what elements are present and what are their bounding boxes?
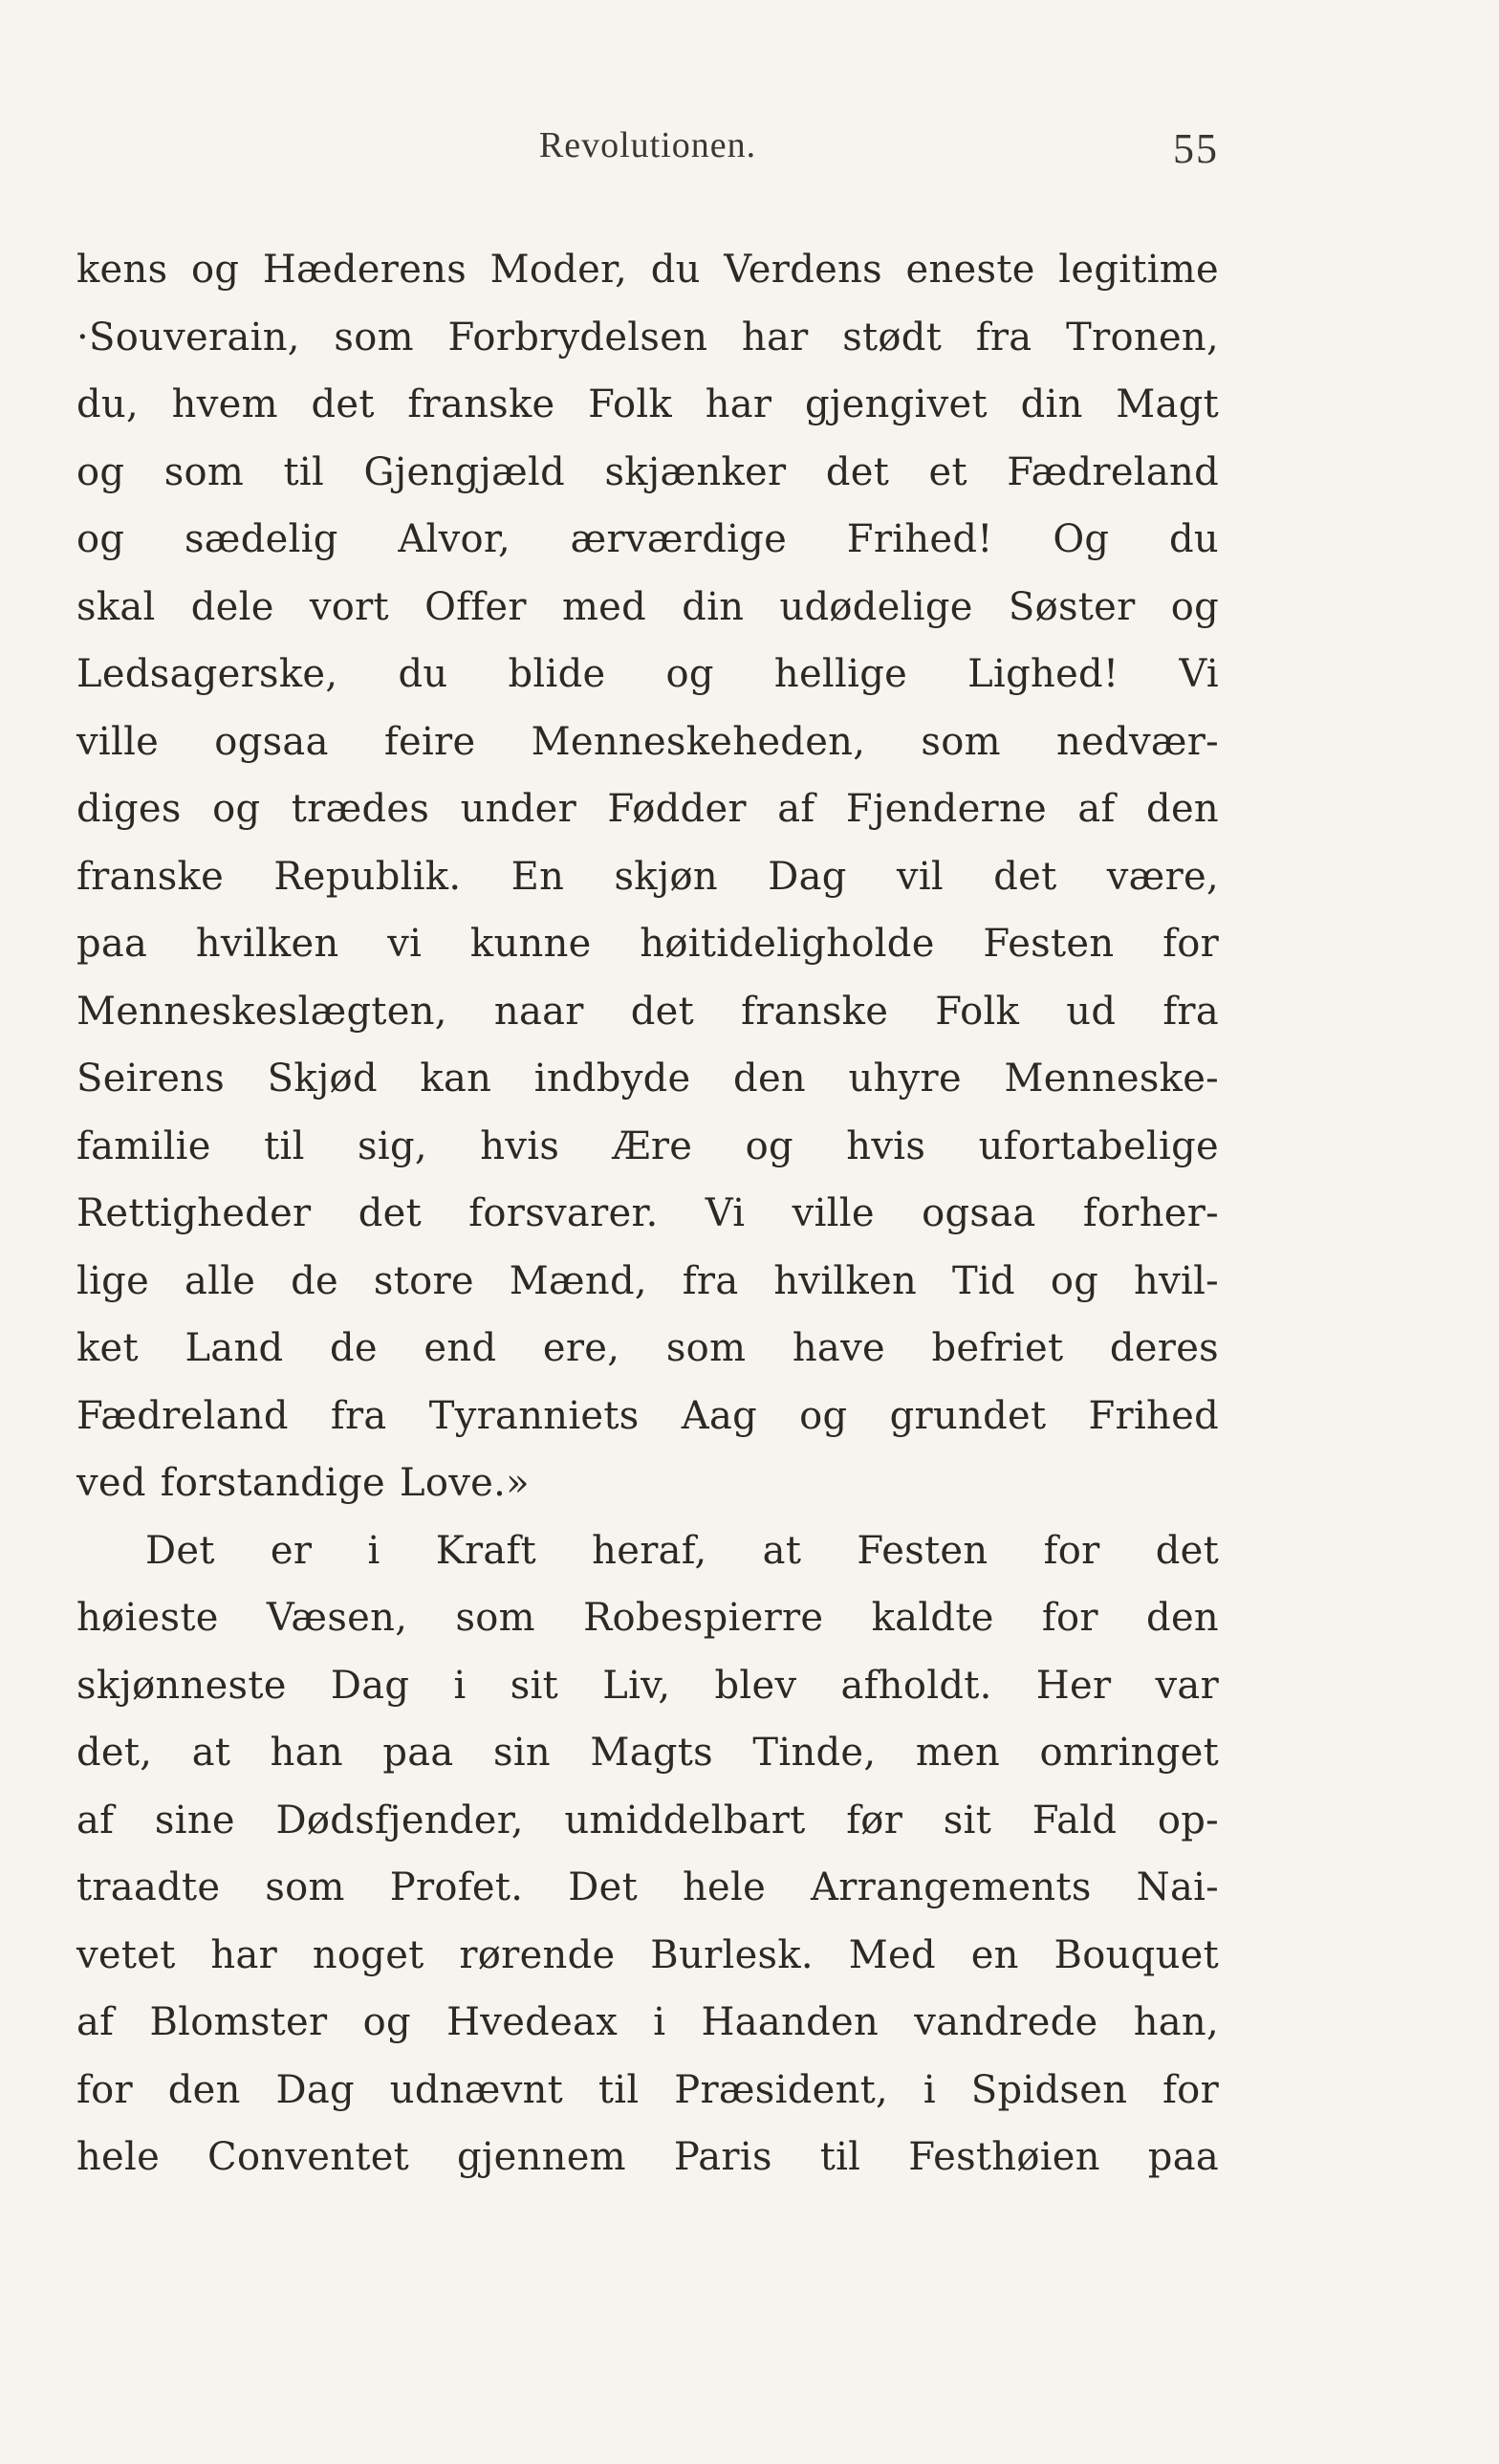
running-title: Revolutionen.: [538, 125, 757, 165]
text-line: Seirens Skjød kan indbyde den uhyre Menneske-: [76, 1057, 1219, 1101]
text-line: du, hvem det franske Folk har gjengivet din Magt: [76, 382, 1219, 426]
body-text: [76, 241, 1219, 2196]
text-line: Menneskeslægten, naar det franske Folk ud fra: [76, 989, 1219, 1034]
text-line: skjønneste Dag i sit Liv, blev afholdt. Her var: [76, 1663, 1219, 1708]
text-line: det, at han paa sin Magts Tinde, men omringet: [76, 1731, 1219, 1775]
text-line: diges og trædes under Fødder af Fjenderne af den: [76, 787, 1219, 831]
text-line: og som til Gjengjæld skjænker det et Fædreland: [76, 449, 1219, 494]
paragraph-start-line: Det er i Kraft heraf, at Festen for det: [145, 1528, 1219, 1573]
text-line: lige alle de store Mænd, fra hvilken Tid og hvil-: [76, 1258, 1219, 1303]
text-line: ville ogsaa feire Menneskeheden, som nedvær-: [76, 719, 1219, 764]
text-line: ket Land de end ere, som have befriet deres: [76, 1326, 1219, 1370]
text-line: vetet har noget rørende Burlesk. Med en Bouquet: [76, 1932, 1219, 1977]
page-number: 55: [1173, 125, 1219, 172]
text-line: høieste Væsen, som Robespierre kaldte for den: [76, 1596, 1219, 1640]
text-line: af sine Dødsfjender, umiddelbart før sit Fald op-: [76, 1798, 1219, 1843]
text-line: Fædreland fra Tyranniets Aag og grundet Frihed: [76, 1393, 1219, 1438]
text-line: skal dele vort Offer med din udødelige Søster og: [76, 584, 1219, 629]
text-line: paa hvilken vi kunne høitideligholde Festen for: [76, 922, 1219, 966]
text-line: hele Conventet gjennem Paris til Festhøien paa: [76, 2135, 1219, 2179]
paragraph-end-line: ved forstandige Love.»: [76, 1461, 530, 1505]
text-line: Rettigheder det forsvarer. Vi ville ogsaa forher-: [76, 1191, 1219, 1235]
text-line: og sædelig Alvor, ærværdige Frihed! Og du: [76, 517, 1219, 561]
text-line: ·Souverain, som Forbrydelsen har stødt fra Tronen,: [76, 315, 1219, 360]
text-line: for den Dag udnævnt til Præsident, i Spidsen for: [76, 2067, 1219, 2112]
text-line: traadte som Profet. Det hele Arrangements Nai-: [76, 1865, 1219, 1909]
running-head: [76, 124, 1219, 182]
text-line: franske Republik. En skjøn Dag vil det være,: [76, 854, 1219, 899]
text-line: Ledsagerske, du blide og hellige Lighed! Vi: [76, 652, 1219, 696]
text-line: kens og Hæderens Moder, du Verdens eneste legitime: [76, 248, 1219, 292]
text-line: familie til sig, hvis Ære og hvis ufortabelige: [76, 1123, 1219, 1168]
text-line: af Blomster og Hvedeax i Haanden vandrede han,: [76, 2000, 1219, 2044]
